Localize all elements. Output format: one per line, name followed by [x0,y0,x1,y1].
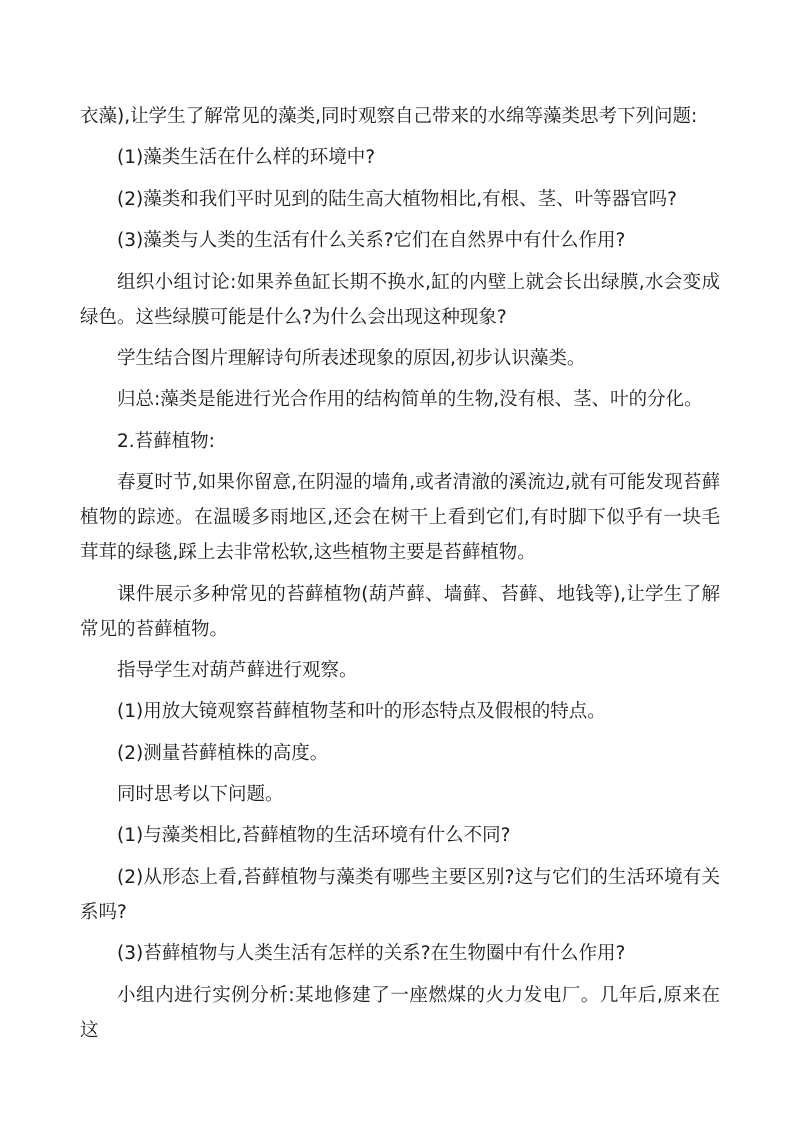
question-algae-habitat: (1)藻类生活在什么样的环境中? [117,147,376,169]
case-analysis-paragraph: 小组内进行实例分析:某地修建了一座燃煤的火力发电厂。几年后,原来在这 [80,984,720,1041]
think-questions-intro: 同时思考以下问题。 [117,784,284,806]
question-algae-role: (3)藻类与人类的生活有什么关系?它们在自然界中有什么作用? [117,230,626,252]
question-algae-organs: (2)藻类和我们平时见到的陆生高大植物相比,有根、茎、叶等器官吗? [117,188,677,210]
guide-observation-paragraph: 指导学生对葫芦藓进行观察。 [117,659,358,681]
moss-intro-paragraph: 春夏时节,如果你留意,在阴湿的墙角,或者清澈的溪流边,就有可能发现苔藓植物的踪迹。在温暖多雨地区,还会在树干上看到它们,有时脚下似乎有一块毛茸茸的绿毯,踩上去非常松软,这些植物主要是苔藓植物。 [80,472,720,564]
document-body [80,99,720,1054]
students-understand-paragraph: 学生结合图片理解诗句所表述现象的原因,初步认识藻类。 [117,347,586,369]
summary-algae-paragraph: 归总:藻类是能进行光合作用的结构简单的生物,没有根、茎、叶的分化。 [117,389,703,411]
section-heading-moss: 2.苔藓植物: [117,430,215,452]
paragraph-continuation: 衣藻),让学生了解常见的藻类,同时观察自己带来的水绵等藻类思考下列问题: [80,106,698,127]
question-moss-role: (3)苔藓植物与人类生活有怎样的关系?在生物圈中有什么作用? [117,943,626,965]
question-moss-differences: (2)从形态上看,苔藓植物与藻类有哪些主要区别?这与它们的生活环境有关系吗? [80,866,720,923]
observation-step-1: (1)用放大镜观察苔藓植物茎和叶的形态特点及假根的特点。 [117,701,606,723]
courseware-moss-paragraph: 课件展示多种常见的苔藓植物(葫芦藓、墙藓、苔藓、地钱等),让学生了解常见的苔藓植物。 [80,583,720,640]
group-discussion-paragraph: 组织小组讨论:如果养鱼缸长期不换水,缸的内壁上就会长出绿膜,水会变成绿色。这些绿膜可能是什么?为什么会出现这种现象? [80,271,720,328]
question-moss-habitat: (1)与藻类相比,苔藓植物的生活环境有什么不同? [117,825,511,847]
observation-step-2: (2)测量苔藓植株的高度。 [117,742,329,764]
